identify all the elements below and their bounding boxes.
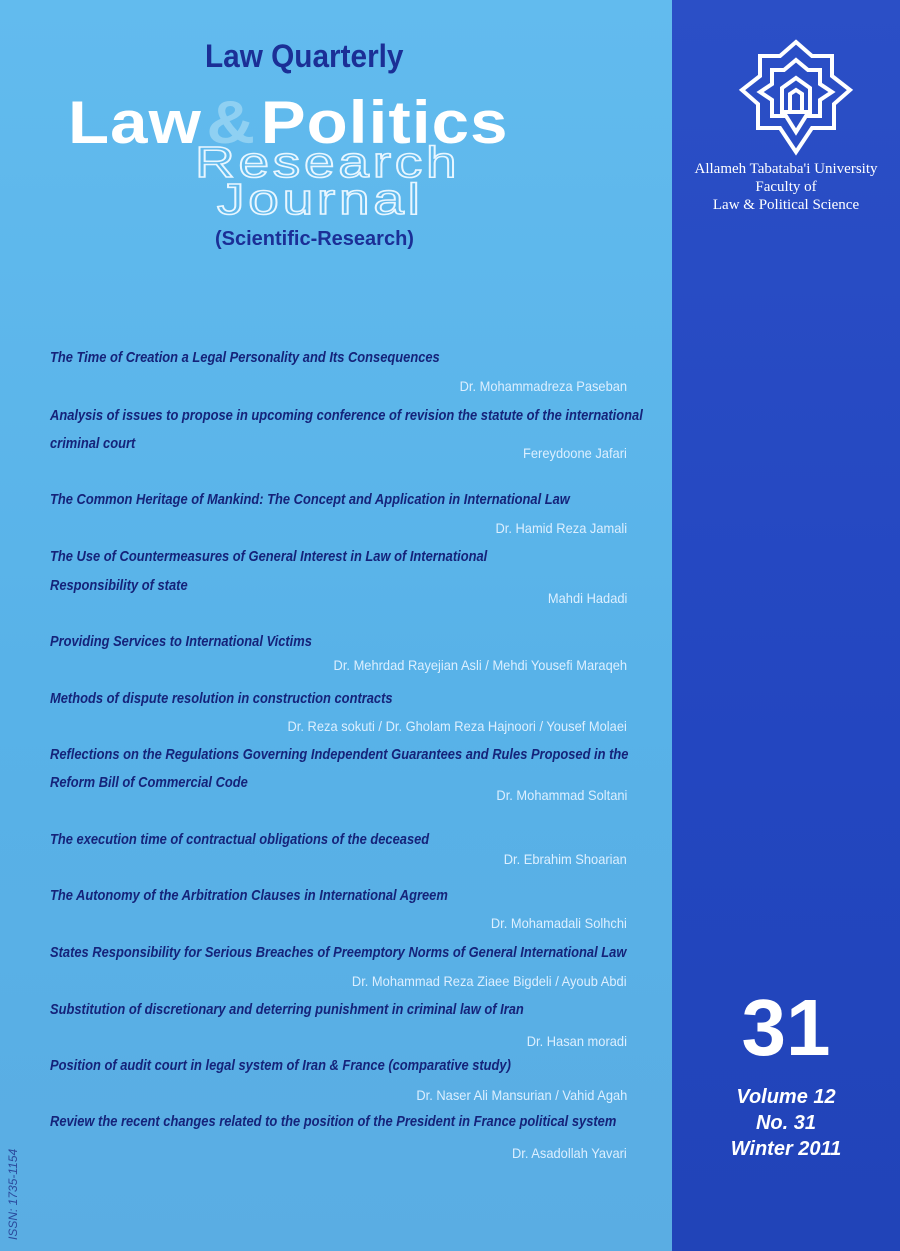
- title-politics: Politics: [260, 89, 509, 156]
- law-quarterly-label: Law Quarterly: [205, 38, 404, 74]
- article-title: The execution time of contractual obligations of the deceased: [50, 831, 430, 848]
- article-author: Dr. Reza sokuti / Dr. Gholam Reza Hajnoori / Yousef Molaei: [287, 718, 627, 734]
- article-title: Analysis of issues to propose in upcoming conference of revision the statute of the international: [50, 407, 643, 424]
- faculty-label: Faculty of: [755, 179, 817, 195]
- article-title-cont: criminal court: [50, 435, 136, 452]
- article-title: The Use of Countermeasures of General Interest in Law of International: [50, 548, 488, 565]
- article-title: States Responsibility for Serious Breaches of Preemptory Norms of General International Law: [50, 944, 627, 961]
- title-research: Research: [195, 138, 461, 187]
- article-author: Dr. Mohammad Soltani: [495, 787, 627, 803]
- article-author: Fereydoone Jafari: [523, 445, 627, 461]
- article-title: Substitution of discretionary and deterring punishment in criminal law of Iran: [50, 1001, 524, 1018]
- article-author: Dr. Mohamadali Solhchi: [490, 915, 627, 931]
- article-author: Dr. Hasan moradi: [526, 1033, 627, 1049]
- faculty-name: Law & Political Science: [712, 197, 860, 213]
- article-title: The Time of Creation a Legal Personality and Its Consequences: [50, 349, 440, 366]
- article-title-cont: Reform Bill of Commercial Code: [50, 774, 248, 791]
- article-title: Providing Services to International Victims: [50, 633, 312, 650]
- number-label: No. 31: [755, 1112, 817, 1134]
- article-title: Reflections on the Regulations Governing Independent Guarantees and Rules Proposed in the: [50, 746, 629, 763]
- issn-label: ISSN: 1735-1154: [6, 1148, 20, 1240]
- volume-label: Volume 12: [736, 1086, 836, 1108]
- article-title: Methods of dispute resolution in construction contracts: [50, 690, 393, 707]
- title-journal: Journal: [217, 175, 424, 224]
- article-title: Position of audit court in legal system of Iran & France (comparative study): [50, 1057, 511, 1074]
- article-author: Dr. Mehrdad Rayejian Asli / Mehdi Yousefi Maraqeh: [333, 657, 627, 673]
- article-title: Review the recent changes related to the position of the President in France political system: [50, 1113, 617, 1130]
- article-author: Dr. Hamid Reza Jamali: [495, 520, 627, 536]
- issue-number: 31: [741, 983, 831, 1072]
- university-emblem-icon: [735, 38, 857, 158]
- article-title: The Autonomy of the Arbitration Clauses in International Agreem: [50, 887, 448, 904]
- season-label: Winter 2011: [730, 1138, 842, 1160]
- article-author: Dr. Asadollah Yavari: [512, 1145, 627, 1161]
- article-author: Mahdi Hadadi: [547, 590, 627, 606]
- article-title: The Common Heritage of Mankind: The Concept and Application in International Law: [50, 491, 570, 508]
- article-author: Dr. Naser Ali Mansurian / Vahid Agah: [416, 1087, 627, 1103]
- journal-subtitle: (Scientific-Research): [215, 228, 414, 250]
- title-ampersand: &: [206, 89, 257, 156]
- article-author: Dr. Ebrahim Shoarian: [503, 851, 627, 867]
- article-author: Dr. Mohammadreza Paseban: [459, 378, 627, 394]
- article-author: Dr. Mohammad Reza Ziaee Bigdeli / Ayoub Abdi: [352, 973, 627, 989]
- article-title-cont: Responsibility of state: [50, 577, 188, 594]
- title-law: Law: [68, 89, 203, 156]
- university-name: Allameh Tabataba'i University: [694, 161, 878, 177]
